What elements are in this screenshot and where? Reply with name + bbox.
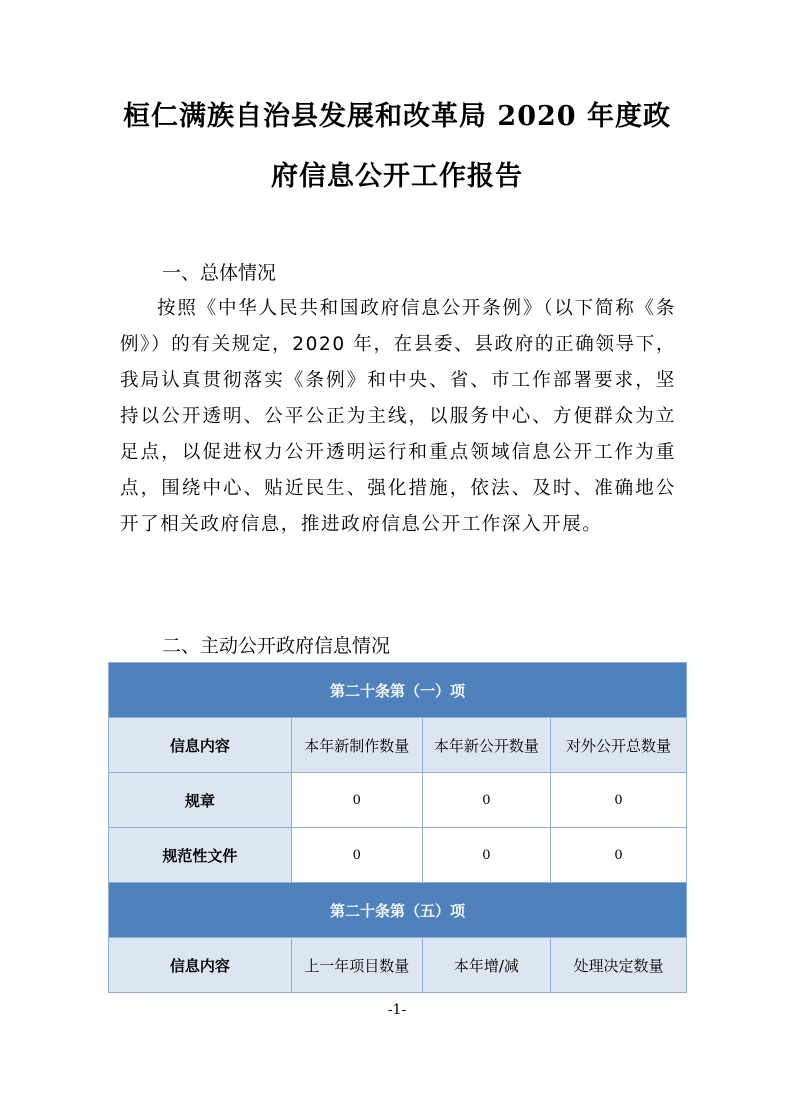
table-section-row xyxy=(109,883,687,938)
column-header: 上一年项目数量 xyxy=(291,938,422,993)
column-header: 本年新制作数量 xyxy=(291,718,422,773)
table-cell: 0 xyxy=(550,828,686,883)
table-row xyxy=(109,773,687,828)
document-title-line-1: 桓仁满族自治县发展和改革局 2020 年度政 xyxy=(123,101,671,132)
table-header-row xyxy=(109,938,687,993)
column-header: 信息内容 xyxy=(109,718,292,773)
column-header: 本年新公开数量 xyxy=(422,718,550,773)
table-section-row xyxy=(109,663,687,718)
section-heading-active-disclosure: 二、主动公开政府信息情况 xyxy=(162,635,391,657)
row-label: 规范性文件 xyxy=(109,828,292,883)
table-header-row xyxy=(109,718,687,773)
table-cell: 0 xyxy=(291,828,422,883)
column-header: 本年增/减 xyxy=(422,938,550,993)
page-number: -1- xyxy=(387,1002,407,1018)
column-header: 信息内容 xyxy=(109,938,292,993)
document-title-line-2: 府信息公开工作报告 xyxy=(271,161,523,192)
table-cell: 0 xyxy=(422,828,550,883)
table-cell: 0 xyxy=(291,773,422,828)
table-cell: 0 xyxy=(422,773,550,828)
section-title-article-20-1: 第二十条第（一）项 xyxy=(109,663,687,718)
table-row xyxy=(109,828,687,883)
section-title-article-20-5: 第二十条第（五）项 xyxy=(109,883,687,938)
table-cell: 0 xyxy=(550,773,686,828)
row-label: 规章 xyxy=(109,773,292,828)
overview-paragraph: 按照《中华人民共和国政府信息公开条例》（以下简称《条例》）的有关规定，2020 年，在县委、县政府的正确领导下，我局认真贯彻落实《条例》和中央、省、市工作部署要求，坚持以公开透明、公平公正为主线，以服务中心、方便群众为立足点，以促进权力公开透明运行和重点领域信息公开工作为重点，围绕中心、贴近民生、强化措施，依法、及时、准确地公开了相关政府信息，推进政府信息公开工作深入开展。 xyxy=(120,298,676,535)
disclosure-table xyxy=(108,662,687,993)
column-header: 处理决定数量 xyxy=(550,938,686,993)
section-heading-overview: 一、总体情况 xyxy=(162,262,277,284)
column-header: 对外公开总数量 xyxy=(550,718,686,773)
